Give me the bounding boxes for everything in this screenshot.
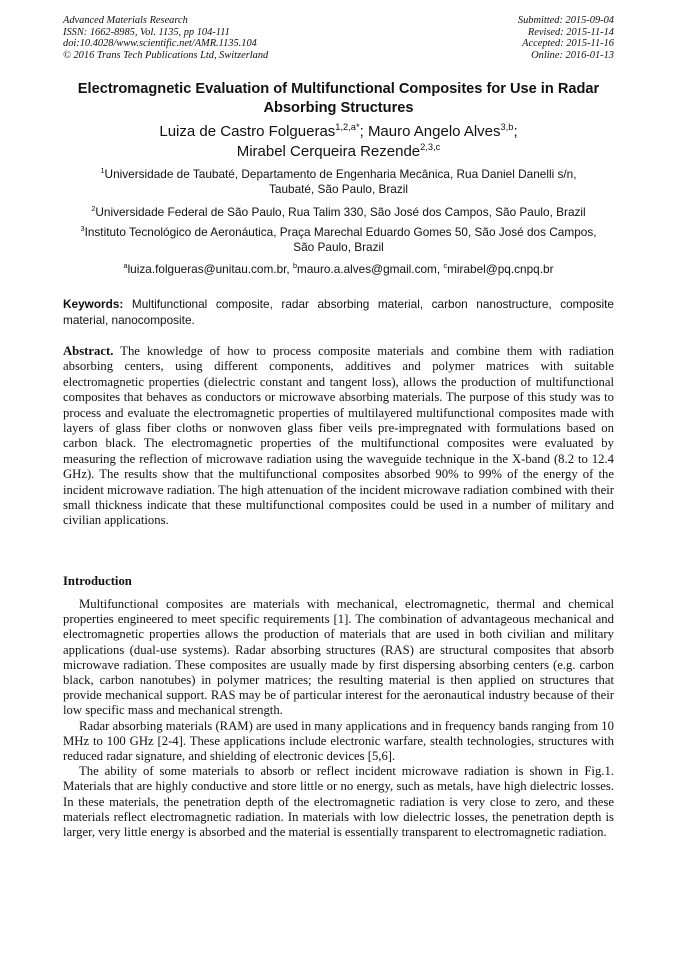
author-list (63, 122, 614, 162)
abstract-text: The knowledge of how to process composite materials and combine them with radiation absorbing centers, using different components, additives and polymer matrices with suitable electromagnetic properties (dielectric constant and tangent loss), allows the production of multifunctional composites that behaves as conductors or microwave absorbing materials. The purpose of this study was to process and evaluate the electromagnetic properties of multilayered multifunctional composites made with layers of glass fiber cloths or nonwoven glass fiber veils pre-impregnated with formulations based on carbon black. The electromagnetic properties of the multifunctional composites were evaluated by measuring the reflection of microwave radiation using the waveguide technique in the X-band (8.2 to 12.4 GHz). The results show that the multifunctional composites absorbed 90% to 99% of the energy of the incident microwave radiation. The high attenuation of the incident microwave radiation combined with their small thickness indicate that these multifunctional composites could be used in a number of military and civilian applications. (63, 344, 614, 528)
journal-header-left (63, 15, 268, 61)
affiliation-text: Instituto Tecnológico de Aeronáutica, Praça Marechal Eduardo Gomes 50, São José dos Campos, São Paulo, Brazil (84, 225, 597, 254)
date-submitted: Submitted: 2015-09-04 (517, 15, 614, 26)
email-address: luiza.folgueras@unitau.com.br, (127, 262, 293, 276)
paper-title: Electromagnetic Evaluation of Multifunctional Composites for Use in Radar Absorbing Structures (77, 81, 600, 116)
date-online: Online: 2016-01-13 (531, 49, 614, 61)
abstract-block (63, 344, 614, 529)
author-emails (63, 262, 614, 277)
body-paragraph: The ability of some materials to absorb or reflect incident microwave radiation is shown in Fig.1. Materials that are highly conductive and store little or no energy, such as metals, have high dielectric losses. In these materials, the penetration depth of the electromagnetic radiation is very close to zero, and these materials reflect electromagnetic radiation. In materials with low dielectric losses, the penetration depth is larger, very little energy is absorbed and the material is essentially transparent to electromagnetic radiation. (63, 764, 614, 840)
affiliation-mark: 3 (80, 224, 85, 234)
abstract-label: Abstract. (63, 344, 114, 358)
journal-name: Advanced Materials Research (63, 15, 188, 26)
affiliation-2 (63, 205, 614, 220)
affiliation-1 (63, 167, 614, 197)
author-name: Mirabel Cerqueira Rezende (236, 143, 421, 160)
body-paragraph: Radar absorbing materials (RAM) are used in many applications and in frequency bands ranging from 10 MHz to 100 GHz [2-4]. These applications include electronic warfare, stealth technologies, structures with reduced radar signature, and shielding of electronic devices [5,6]. (63, 718, 614, 764)
affiliation-mark: 1 (100, 166, 105, 176)
email-mark: c (443, 261, 448, 271)
keywords-label: Keywords: (63, 297, 124, 311)
author-separator: ; (359, 123, 368, 140)
author-affiliation-mark: 2,3,c (420, 142, 441, 152)
email-mark: b (292, 261, 298, 271)
affiliation-mark: 2 (91, 204, 96, 214)
email-mark: a (123, 261, 128, 271)
keywords-text: Multifunctional composite, radar absorbing material, carbon nanostructure, composite material, nanocomposite. (63, 297, 614, 327)
date-accepted: Accepted: 2015-11-16 (522, 38, 614, 50)
email-address: mirabel@pq.cnpq.br (447, 262, 554, 276)
introduction-body (63, 597, 614, 840)
journal-doi: doi:10.4028/www.scientific.net/AMR.1135.104 (63, 38, 257, 50)
affiliation-text: Universidade Federal de São Paulo, Rua Talim 330, São José dos Campos, São Paulo, Brazil (95, 205, 586, 219)
section-heading-introduction: Introduction (63, 574, 132, 588)
author-affiliation-mark: 3,b (500, 122, 514, 132)
journal-header-right (518, 15, 614, 61)
author-name: Mauro Angelo Alves (367, 123, 501, 140)
journal-issn: ISSN: 1662-8985, Vol. 1135, pp 104-111 (63, 26, 230, 38)
email-address: mauro.a.alves@gmail.com, (297, 262, 444, 276)
body-paragraph: Multifunctional composites are materials with mechanical, electromagnetic, thermal and chemical properties engineered to meet specific requirements [1]. The combination of advantageous mechanical and electromagnetic properties allows the production of materials that are used in both civilian and military applications (dual-use systems). Radar absorbing structures (RAS) are structural composites that absorb microwave radiation. These composites are usually made by first dispersing absorbing centers (e.g. carbon black, carbon nanotubes) in polymer matrices; the resulting material is then applied on structures that provide mechanical support. RAS may be of particular interest for the aeronautical industry because of their low specific mass and mechanical strength. (63, 597, 614, 718)
affiliation-text: Universidade de Taubaté, Departamento de Engenharia Mecânica, Rua Daniel Danelli s/n, Taubaté, São Paulo, Brazil (104, 167, 577, 196)
journal-copyright: © 2016 Trans Tech Publications Ltd, Switzerland (63, 49, 269, 61)
author-affiliation-mark: 1,2,a* (335, 122, 360, 132)
author-separator: ; (513, 123, 518, 140)
date-revised: Revised: 2015-11-14 (527, 26, 614, 38)
affiliation-3 (63, 225, 614, 255)
author-name: Luiza de Castro Folgueras (159, 123, 336, 140)
keywords-block (63, 296, 614, 328)
